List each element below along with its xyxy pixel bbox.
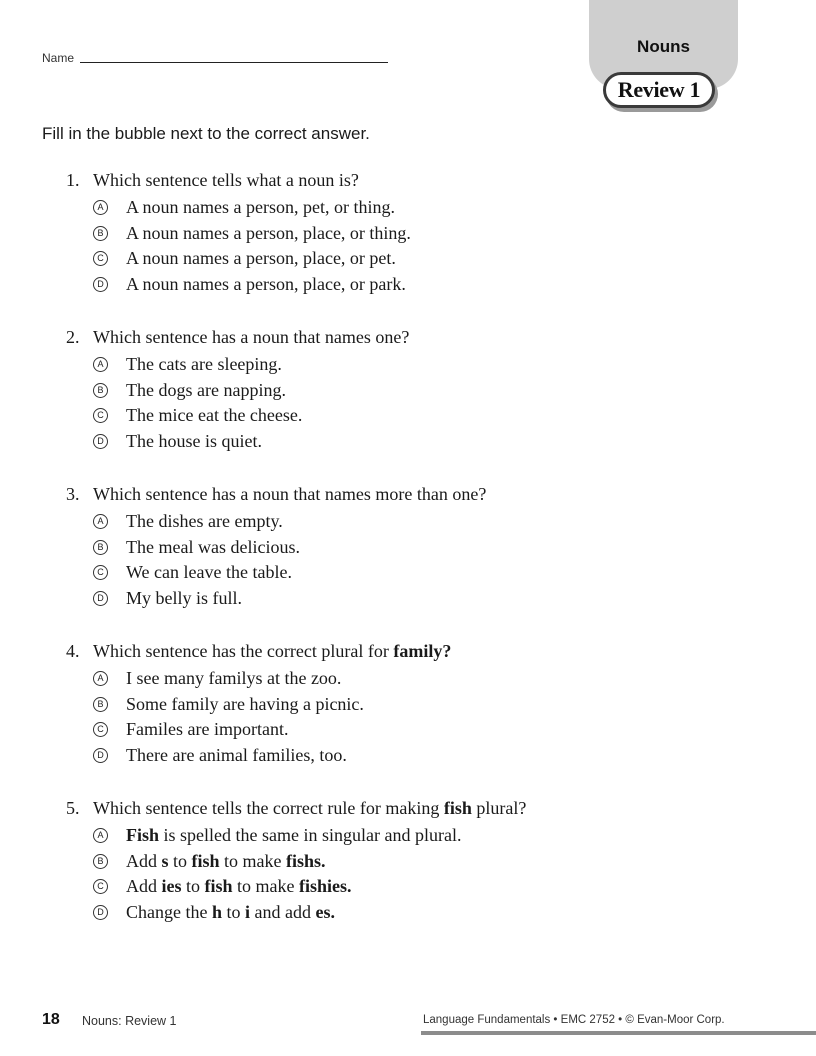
question-stem (66, 325, 766, 349)
bold-text: i (245, 901, 251, 922)
answer-options (93, 666, 766, 768)
answer-option-d[interactable] (93, 429, 766, 455)
section-title: Nouns (637, 37, 690, 56)
answer-option-c[interactable] (93, 560, 766, 586)
bold-text: s (161, 850, 169, 871)
question-number: 4. (66, 641, 80, 661)
answer-text (126, 719, 288, 740)
text-run: The dogs are napping. (126, 379, 286, 400)
text-run: I see many familys at the zoo. (126, 668, 342, 689)
answer-option-c[interactable] (93, 717, 766, 743)
text-run: and add (250, 901, 316, 922)
review-badge: Review 1 (603, 72, 715, 108)
question-stem (66, 796, 766, 820)
answer-options (93, 352, 766, 454)
answer-option-a[interactable] (93, 509, 766, 535)
bold-text: ies (161, 876, 182, 897)
answer-option-c[interactable] (93, 874, 766, 900)
answer-bubble-a[interactable]: A (93, 357, 108, 372)
bold-text: fish (191, 850, 220, 871)
text-run: is spelled the same in singular and plural. (159, 825, 462, 846)
footer-section-label: Nouns: Review 1 (82, 1014, 177, 1028)
answer-bubble-b[interactable]: B (93, 383, 108, 398)
answer-bubble-c[interactable]: C (93, 722, 108, 737)
footer-bar (421, 1031, 816, 1035)
bold-text: es. (315, 901, 336, 922)
answer-text (126, 851, 326, 872)
answer-bubble-b[interactable]: B (93, 697, 108, 712)
answer-option-b[interactable] (93, 221, 766, 247)
text-run: Add (126, 876, 162, 897)
answer-bubble-d[interactable]: D (93, 434, 108, 449)
question-2 (66, 325, 766, 454)
text-run: The dishes are empty. (126, 511, 283, 532)
answer-option-a[interactable] (93, 666, 766, 692)
text-run: Some family are having a picnic. (126, 693, 364, 714)
answer-bubble-d[interactable]: D (93, 591, 108, 606)
question-number: 2. (66, 327, 80, 347)
text-run: Which sentence has a noun that names more than one? (93, 484, 487, 504)
bold-text: fish (443, 798, 472, 818)
answer-text (126, 511, 283, 532)
answer-bubble-c[interactable]: C (93, 251, 108, 266)
bold-text: fishies. (299, 876, 352, 897)
answer-text (126, 248, 396, 269)
answer-bubble-d[interactable]: D (93, 748, 108, 763)
answer-text (126, 537, 300, 558)
question-stem (66, 639, 766, 663)
question-number: 3. (66, 484, 80, 504)
answer-text (126, 380, 286, 401)
bold-text: Fish (126, 825, 160, 846)
text-run: Familes are important. (126, 719, 289, 740)
question-1 (66, 168, 766, 297)
text-run: to make (219, 850, 287, 871)
question-4 (66, 639, 766, 768)
answer-options (93, 823, 766, 925)
text-run: A noun names a person, pet, or thing. (126, 197, 395, 218)
text-run: Add (126, 850, 162, 871)
answer-text (126, 197, 395, 218)
answer-option-b[interactable] (93, 692, 766, 718)
answer-text (126, 405, 302, 426)
answer-text (126, 902, 335, 923)
text-run: The meal was delicious. (126, 536, 300, 557)
answer-option-a[interactable] (93, 352, 766, 378)
answer-options (93, 195, 766, 297)
answer-options (93, 509, 766, 611)
question-3 (66, 482, 766, 611)
answer-option-c[interactable] (93, 403, 766, 429)
text-run: Change the (126, 901, 212, 922)
question-stem (66, 168, 766, 192)
answer-option-a[interactable] (93, 195, 766, 221)
text-run: to (168, 850, 192, 871)
answer-bubble-b[interactable]: B (93, 854, 108, 869)
answer-option-a[interactable] (93, 823, 766, 849)
text-run: plural? (471, 798, 527, 818)
question-text (93, 482, 486, 506)
text-run: A noun names a person, place, or thing. (126, 222, 411, 243)
answer-bubble-b[interactable]: B (93, 540, 108, 555)
answer-bubble-c[interactable]: C (93, 879, 108, 894)
text-run: A noun names a person, place, or pet. (126, 248, 396, 269)
bold-text: fish (204, 876, 233, 897)
text-run: Which sentence has a noun that names one? (93, 327, 410, 347)
question-text (93, 325, 409, 349)
answer-text (126, 825, 461, 846)
text-run: Which sentence tells the correct rule for making (93, 798, 444, 818)
text-run: The cats are sleeping. (126, 354, 282, 375)
answer-text (126, 562, 292, 583)
answer-text (126, 588, 242, 609)
answer-bubble-a[interactable]: A (93, 514, 108, 529)
answer-option-d[interactable] (93, 586, 766, 612)
question-text (93, 168, 359, 192)
answer-option-b[interactable] (93, 378, 766, 404)
bold-text: family? (393, 641, 452, 661)
answer-text (126, 668, 341, 689)
bold-text: h (211, 901, 222, 922)
answer-text (126, 694, 364, 715)
question-text (93, 796, 526, 820)
name-line[interactable] (80, 62, 388, 63)
answer-text (126, 223, 411, 244)
answer-option-b[interactable] (93, 849, 766, 875)
answer-bubble-d[interactable]: D (93, 277, 108, 292)
answer-text (126, 745, 347, 766)
answer-bubble-a[interactable]: A (93, 828, 108, 843)
answer-option-b[interactable] (93, 535, 766, 561)
page-number: 18 (42, 1011, 60, 1028)
text-run: Which sentence has the correct plural for (93, 641, 394, 661)
question-stem (66, 482, 766, 506)
question-number: 5. (66, 798, 80, 818)
question-text (93, 639, 451, 663)
answer-text (126, 431, 262, 452)
footer-publisher: Language Fundamentals • EMC 2752 • © Evan-Moor Corp. (423, 1014, 725, 1026)
answer-text (126, 354, 282, 375)
answer-bubble-b[interactable]: B (93, 226, 108, 241)
answer-bubble-a[interactable]: A (93, 200, 108, 215)
answer-text (126, 274, 406, 295)
text-run: The house is quiet. (126, 430, 262, 451)
text-run: There are animal families, too. (126, 744, 347, 765)
text-run: The mice eat the cheese. (126, 405, 303, 426)
text-run: to (222, 901, 246, 922)
answer-option-d[interactable] (93, 272, 766, 298)
text-run: to make (232, 876, 300, 897)
text-run: A noun names a person, place, or park. (126, 273, 406, 294)
answer-text (126, 876, 352, 897)
question-5 (66, 796, 766, 925)
question-number: 1. (66, 170, 80, 190)
bold-text: fishs. (286, 850, 326, 871)
answer-option-c[interactable] (93, 246, 766, 272)
instructions: Fill in the bubble next to the correct answer. (42, 124, 370, 143)
question-list (66, 168, 766, 953)
text-run: My belly is full. (126, 587, 242, 608)
answer-bubble-c[interactable]: C (93, 565, 108, 580)
answer-option-d[interactable] (93, 900, 766, 926)
name-label: Name (42, 51, 75, 65)
text-run: We can leave the table. (126, 562, 292, 583)
name-field-row (42, 51, 388, 65)
answer-bubble-a[interactable]: A (93, 671, 108, 686)
text-run: Which sentence tells what a noun is? (93, 170, 359, 190)
answer-bubble-c[interactable]: C (93, 408, 108, 423)
answer-bubble-d[interactable]: D (93, 905, 108, 920)
text-run: to (181, 876, 205, 897)
answer-option-d[interactable] (93, 743, 766, 769)
